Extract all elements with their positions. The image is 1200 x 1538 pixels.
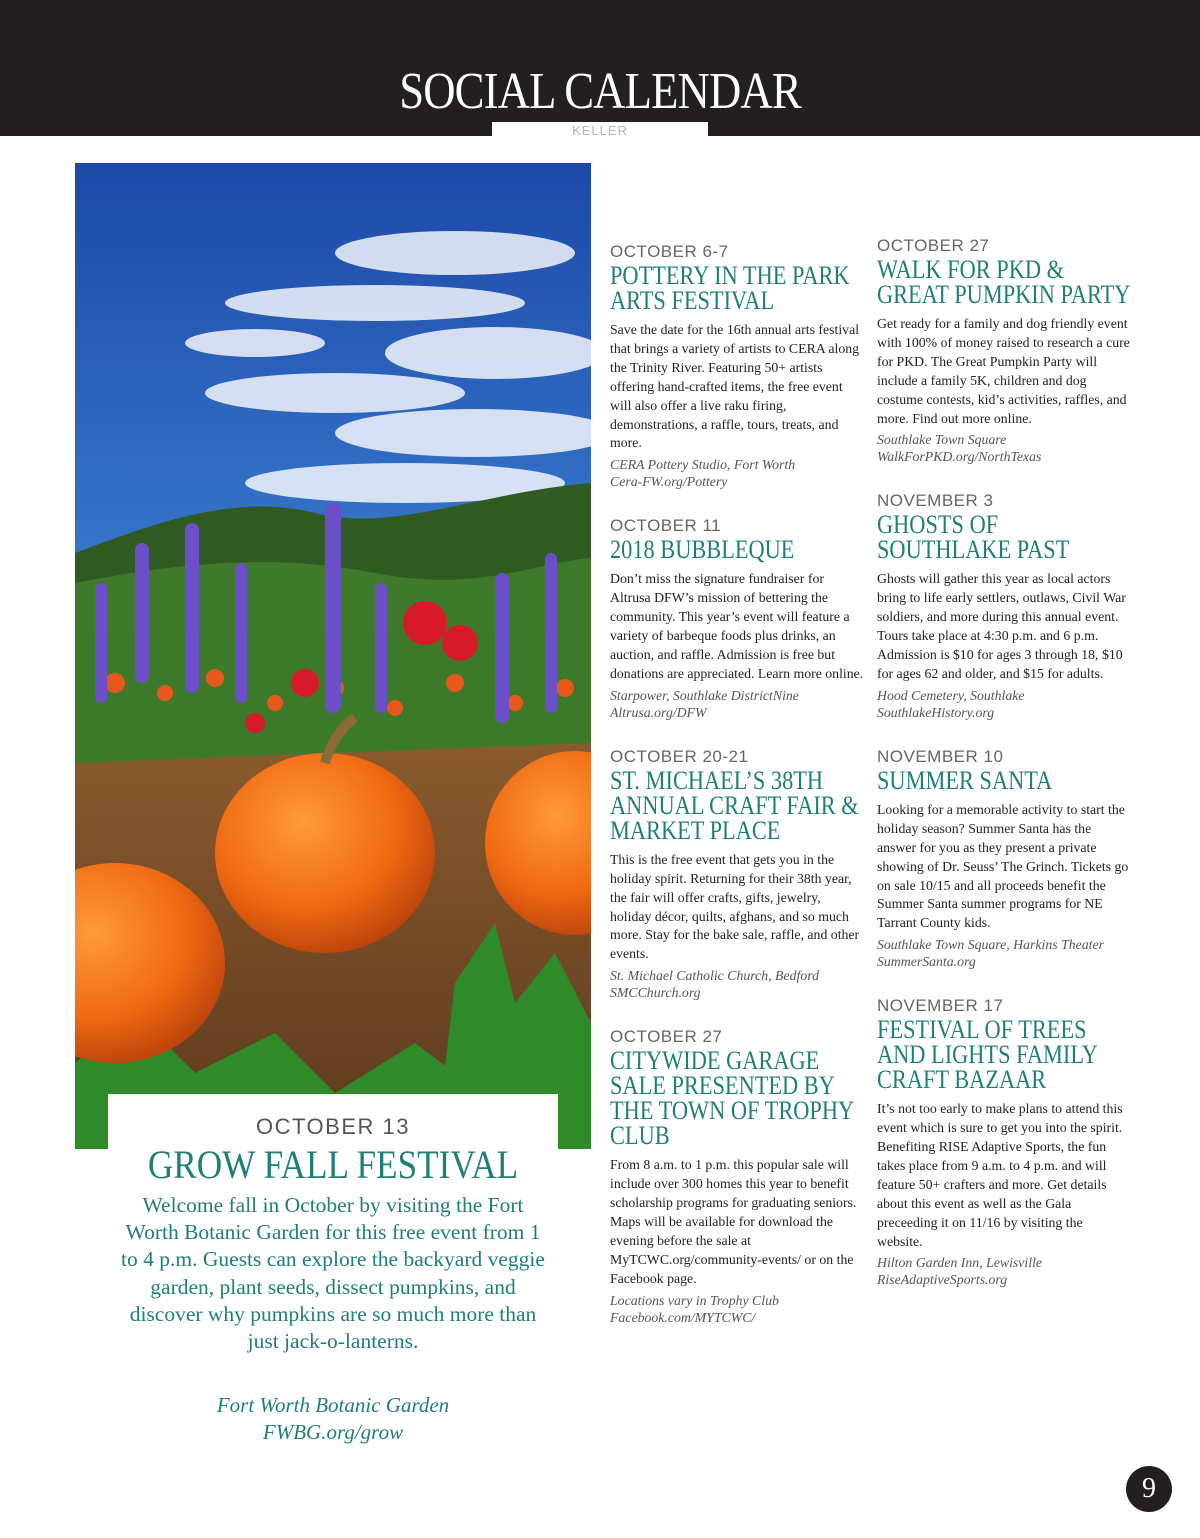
event-item — [877, 996, 1131, 1288]
event-title: WALK FOR PKD & GREAT PUMPKIN PARTY — [877, 255, 1131, 309]
event-venue: St. Michael Catholic Church, Bedford — [610, 968, 819, 984]
event-date: OCTOBER 6-7 — [610, 242, 729, 261]
event-date: OCTOBER 27 — [877, 236, 990, 255]
event-date: OCTOBER 20-21 — [610, 746, 749, 766]
event-title: 2018 BUBBLEQUE — [610, 535, 795, 565]
event-location — [610, 1292, 864, 1326]
feature-event — [108, 1114, 558, 1186]
events-column-left — [610, 242, 864, 1352]
pumpkin-field-photo — [75, 163, 591, 1149]
event-date: NOVEMBER 3 — [877, 491, 994, 511]
feature-url: FWBG.org/grow — [262, 1420, 404, 1444]
event-location — [877, 936, 1131, 970]
event-title: SUMMER SANTA — [877, 765, 1053, 795]
event-description: From 8 a.m. to 1 p.m. this popular sale will include over 300 homes this year to benefit scholarship programs for graduating seniors. Maps will be available for download the evening before the sale at MyTCWC.org/community-events/ or on the Facebook page. — [610, 1157, 857, 1286]
event-location — [877, 431, 1131, 465]
event-venue: Southlake Town Square, Harkins Theater — [877, 937, 1105, 953]
event-location — [877, 687, 1131, 721]
event-venue: Southlake Town Square — [877, 432, 1007, 448]
event-venue: CERA Pottery Studio, Fort Worth — [610, 457, 796, 473]
event-venue: Locations vary in Trophy Club — [610, 1292, 779, 1308]
event-item — [877, 236, 1131, 465]
event-date: NOVEMBER 10 — [877, 746, 1004, 766]
section-subtitle: KELLER — [492, 122, 708, 138]
event-item — [610, 516, 864, 720]
event-venue: Hilton Garden Inn, Lewisville — [877, 1255, 1043, 1271]
event-description: This is the free event that gets you in the holiday spirit. Returning for their 38th year, the fair will offer crafts, gifts, jewelry, holiday décor, quilts, afghans, and so much more. Stay for the bake sale, raffle, and other events. — [610, 851, 860, 962]
event-title: ST. MICHAEL’S 38TH ANNUAL CRAFT FAIR & MARKET PLACE — [610, 765, 859, 845]
page-header — [0, 0, 1200, 136]
event-item — [610, 1027, 864, 1325]
section-title: SOCIAL CALENDAR — [399, 63, 801, 120]
event-url: Facebook.com/MYTCWC/ — [610, 1309, 756, 1325]
event-location — [877, 1254, 1131, 1288]
event-item — [877, 747, 1131, 970]
feature-venue: Fort Worth Botanic Garden — [216, 1393, 450, 1417]
event-item — [610, 242, 864, 490]
event-url: SummerSanta.org — [877, 954, 976, 970]
event-url: RiseAdaptiveSports.org — [877, 1272, 1008, 1288]
event-item — [610, 747, 864, 1001]
event-description: Ghosts will gather this year as local actors bring to life early settlers, outlaws, Civil War soldiers, and more during this annual event. Tours take place at 4:30 p.m. and 6 p.m. Admission is $10 for ages 3 through 18, $10 for ages 62 and older, and $15 for adults. — [877, 571, 1126, 681]
events-column-right — [877, 236, 1131, 1314]
event-description: Don’t miss the signature fundraiser for Altrusa DFW’s mission of bettering the community. This year’s event will feature a variety of barbeque foods plus drinks, an auction, and raffle. Admission is free but donations are appreciated. Learn more online. — [610, 571, 864, 681]
event-description: It’s not too early to make plans to attend this event which is sure to get you into the spirit. Benefiting RISE Adaptive Sports, the fun takes place from 9 a.m. to 4 p.m. and will feature 50+ crafters and more. Get details about this event as well as the Gala preceeding it on 11/16 by visiting the website. — [877, 1101, 1123, 1249]
event-url: SouthlakeHistory.org — [877, 704, 995, 720]
event-title: FESTIVAL OF TREES AND LIGHTS FAMILY CRAFT BAZAAR — [877, 1015, 1098, 1095]
event-url: Altrusa.org/DFW — [610, 704, 707, 720]
event-title: CITYWIDE GARAGE SALE PRESENTED BY THE TOWN OF TROPHY CLUB — [610, 1046, 854, 1151]
event-url: WalkForPKD.org/NorthTexas — [877, 449, 1042, 465]
event-description: Save the date for the 16th annual arts festival that brings a variety of artists to CERA along the Trinity River. Featuring 50+ artists offering hand-crafted items, the free event will also offer a live raku firing, demonstrations, a raffle, tours, treats, and more. — [610, 322, 860, 451]
page-number: 9 — [1126, 1466, 1172, 1512]
event-date: NOVEMBER 17 — [877, 996, 1004, 1016]
event-title: GHOSTS OF SOUTHLAKE PAST — [877, 510, 1070, 565]
event-description: Get ready for a family and dog friendly event with 100% of money raised to research a cure for PKD. The Great Pumpkin Party will include a family 5K, children and dog costume contests, kid’s activities, raffles, and more. Find out more online. — [877, 316, 1130, 426]
event-description: Looking for a memorable activity to start the holiday season? Summer Santa has the answer for you as they present a private showing of Dr. Seuss’ The Grinch. Tickets go on sale 10/15 and all proceeds benefit the Summer Santa summer programs for NE Tarrant County kids. — [877, 801, 1129, 931]
feature-location — [120, 1392, 546, 1446]
feature-date: OCTOBER 13 — [256, 1114, 410, 1139]
feature-description: Welcome fall in October by visiting the Fort Worth Botanic Garden for this free event from 1 to 4 p.m. Guests can explore the backyard veggie garden, plant seeds, dissect pumpkins, and discover why pumpkins are so much more than just jack-o-lanterns. — [121, 1193, 545, 1354]
event-url: Cera-FW.org/Pottery — [610, 474, 728, 490]
event-date: OCTOBER 27 — [610, 1027, 723, 1047]
event-location — [610, 687, 864, 721]
event-location — [610, 967, 864, 1001]
event-venue: Starpower, Southlake DistrictNine — [610, 687, 799, 703]
event-url: SMCChurch.org — [610, 985, 701, 1001]
event-date: OCTOBER 11 — [610, 516, 722, 536]
event-item — [877, 491, 1131, 720]
event-title: POTTERY IN THE PARK ARTS FESTIVAL — [610, 261, 850, 315]
feature-title: GROW FALL FESTIVAL — [147, 1142, 519, 1187]
event-location — [610, 456, 864, 490]
event-venue: Hood Cemetery, Southlake — [877, 687, 1025, 703]
